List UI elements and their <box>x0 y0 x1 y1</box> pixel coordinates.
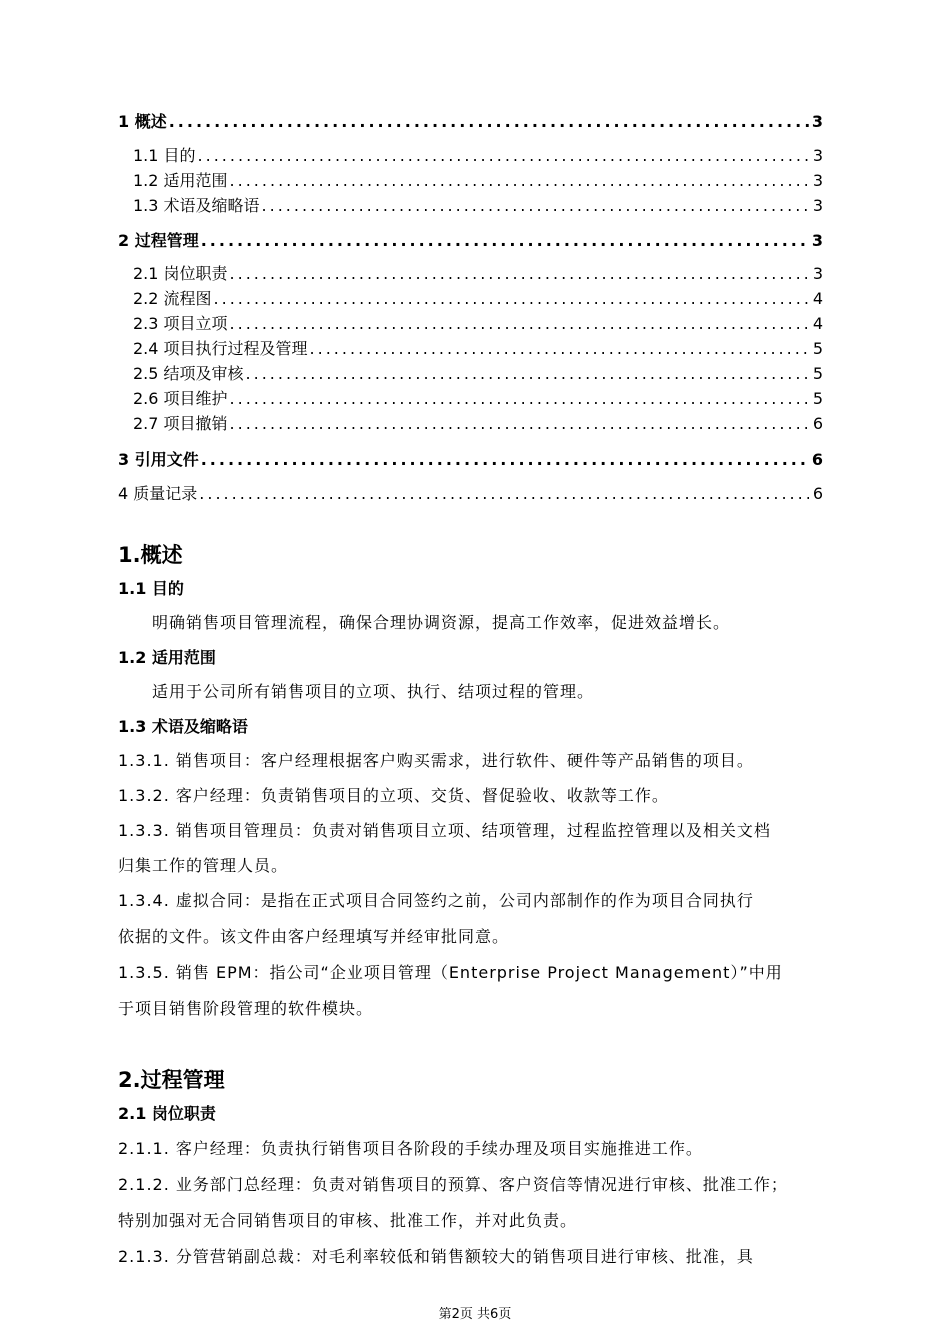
toc-leader-dots <box>246 364 809 384</box>
toc-entry[interactable] <box>133 414 823 434</box>
toc-entry-page-number: 6 <box>812 484 823 503</box>
toc-leader-dots <box>198 146 809 166</box>
toc-entry-title: 2.7 项目撤销 <box>133 414 228 433</box>
toc-entry-page-number: 3 <box>812 264 823 283</box>
toc-entry-title: 2.1 岗位职责 <box>133 264 228 283</box>
term-1-3-5-line-2: 于项目销售阶段管理的软件模块。 <box>118 999 374 1018</box>
toc-entry-title: 2.6 项目维护 <box>133 389 228 408</box>
toc-leader-dots <box>262 196 809 216</box>
toc-leader-dots <box>214 289 809 309</box>
toc-entry[interactable] <box>133 364 823 384</box>
term-1-3-3-line-2: 归集工作的管理人员。 <box>118 856 289 875</box>
toc-leader-dots <box>201 231 809 251</box>
section-2-heading: 2.过程管理 <box>118 1068 225 1092</box>
toc-entry[interactable] <box>133 171 823 191</box>
term-1-3-4-line-2: 依据的文件。该文件由客户经理填写并经审批同意。 <box>118 927 510 946</box>
toc-entry-title: 2.5 结项及审核 <box>133 364 244 383</box>
toc-leader-dots <box>310 339 809 359</box>
toc-entry-page-number: 4 <box>812 314 823 333</box>
page-footer: 第2页 共6页 <box>438 1307 512 1322</box>
section-1-2-text: 适用于公司所有销售项目的立项、执行、结项过程的管理。 <box>152 682 595 701</box>
toc-entry-title: 2 过程管理 <box>118 231 199 250</box>
toc-entry-page-number: 3 <box>812 146 823 165</box>
toc-entry[interactable] <box>118 231 823 251</box>
toc-entry-title: 3 引用文件 <box>118 450 199 469</box>
term-1-3-4-line-1: 1.3.4. 虚拟合同：是指在正式项目合同签约之前，公司内部制作的作为项目合同执行 <box>118 891 754 910</box>
toc-entry-title: 1.1 目的 <box>133 146 196 165</box>
toc-leader-dots <box>169 112 809 132</box>
section-1-3-heading: 1.3 术语及缩略语 <box>118 717 248 736</box>
toc-entry-page-number: 3 <box>812 171 823 190</box>
section-1-2-heading: 1.2 适用范围 <box>118 648 216 667</box>
toc-entry-page-number: 5 <box>812 364 823 383</box>
section-1-heading: 1.概述 <box>118 543 183 567</box>
toc-entry[interactable] <box>118 484 823 504</box>
toc-leader-dots <box>230 314 809 334</box>
toc-leader-dots <box>199 484 809 504</box>
role-2-1-2-line-2: 特别加强对无合同销售项目的审核、批准工作，并对此负责。 <box>118 1211 578 1230</box>
toc-leader-dots <box>230 414 809 434</box>
section-2-1-heading: 2.1 岗位职责 <box>118 1104 216 1123</box>
toc-leader-dots <box>230 264 809 284</box>
section-1-1-heading: 1.1 目的 <box>118 579 184 598</box>
toc-entry[interactable] <box>133 146 823 166</box>
toc-entry[interactable] <box>118 112 823 132</box>
toc-entry[interactable] <box>133 389 823 409</box>
toc-leader-dots <box>230 389 809 409</box>
toc-entry[interactable] <box>133 196 823 216</box>
toc-entry[interactable] <box>133 314 823 334</box>
toc-entry-page-number: 3 <box>812 196 823 215</box>
toc-entry[interactable] <box>133 339 823 359</box>
toc-leader-dots <box>201 450 809 470</box>
toc-entry-page-number: 5 <box>812 389 823 408</box>
toc-entry-title: 1.3 术语及缩略语 <box>133 196 260 215</box>
toc-entry-title: 1 概述 <box>118 112 167 131</box>
toc-entry[interactable] <box>133 264 823 284</box>
toc-entry-title: 1.2 适用范围 <box>133 171 228 190</box>
role-2-1-1: 2.1.1. 客户经理：负责执行销售项目各阶段的手续办理及项目实施推进工作。 <box>118 1139 703 1158</box>
toc-entry-page-number: 3 <box>811 112 823 131</box>
toc-entry-title: 2.2 流程图 <box>133 289 212 308</box>
term-1-3-2: 1.3.2. 客户经理：负责销售项目的立项、交货、督促验收、收款等工作。 <box>118 786 669 805</box>
toc-entry-title: 2.3 项目立项 <box>133 314 228 333</box>
toc-leader-dots <box>230 171 809 191</box>
section-1-1-text: 明确销售项目管理流程，确保合理协调资源，提高工作效率，促进效益增长。 <box>152 613 731 632</box>
toc-entry-page-number: 3 <box>811 231 823 250</box>
toc-entry[interactable] <box>133 289 823 309</box>
toc-entry-title: 4 质量记录 <box>118 484 198 503</box>
toc-entry-page-number: 6 <box>812 414 823 433</box>
role-2-1-3-line-1: 2.1.3. 分管营销副总裁：对毛利率较低和销售额较大的销售项目进行审核、批准，具 <box>118 1247 754 1266</box>
toc-entry[interactable] <box>118 450 823 470</box>
term-1-3-5-line-1: 1.3.5. 销售 EPM：指公司“企业项目管理（Enterprise Project Management）”中用 <box>118 963 783 982</box>
role-2-1-2-line-1: 2.1.2. 业务部门总经理：负责对销售项目的预算、客户资信等情况进行审核、批准工作； <box>118 1175 788 1194</box>
term-1-3-3-line-1: 1.3.3. 销售项目管理员：负责对销售项目立项、结项管理，过程监控管理以及相关文档 <box>118 821 771 840</box>
term-1-3-1: 1.3.1. 销售项目：客户经理根据客户购买需求，进行软件、硬件等产品销售的项目。 <box>118 751 754 770</box>
toc-entry-page-number: 4 <box>812 289 823 308</box>
toc-entry-page-number: 5 <box>812 339 823 358</box>
toc-entry-title: 2.4 项目执行过程及管理 <box>133 339 308 358</box>
toc-entry-page-number: 6 <box>811 450 823 469</box>
